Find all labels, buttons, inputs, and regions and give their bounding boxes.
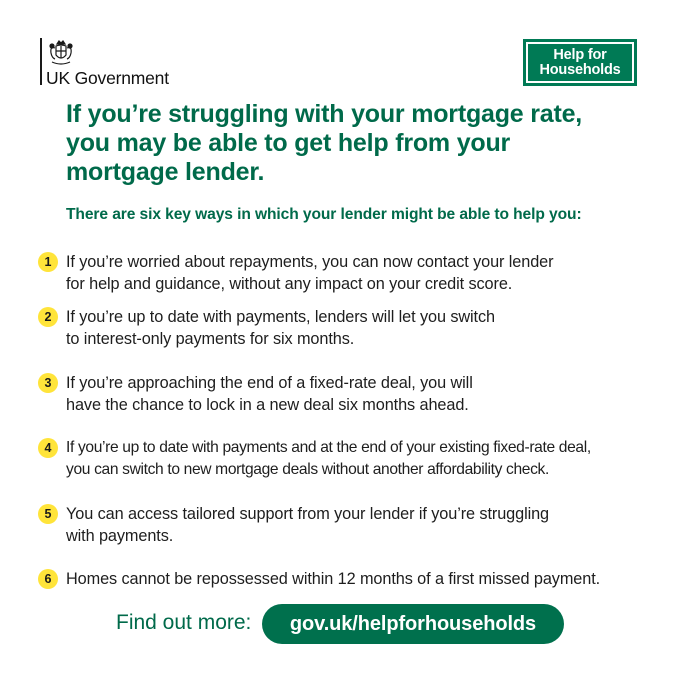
item-text	[66, 306, 495, 350]
item-text-line: If you’re approaching the end of a fixed-rate deal, you will	[66, 374, 473, 392]
item-text	[66, 372, 473, 416]
item-number-badge: 3	[38, 373, 58, 393]
item-text-line: If you’re worried about repayments, you can now contact your lender	[66, 253, 554, 271]
uk-government-logo	[40, 38, 169, 88]
item-text	[66, 251, 553, 295]
item-number-badge: 4	[38, 438, 58, 458]
item-text	[66, 568, 600, 590]
item-text	[66, 437, 591, 481]
item-text	[66, 503, 549, 547]
item-text-line: If you’re up to date with payments, lenders will let you switch	[66, 308, 495, 326]
item-text-line: to interest-only payments for six months.	[66, 330, 355, 348]
item-text-line: You can access tailored support from your lender if you’re struggling	[66, 505, 550, 523]
help-for-households-badge	[523, 39, 637, 86]
item-number-badge: 2	[38, 307, 58, 327]
item-number-badge: 6	[38, 569, 58, 589]
item-text-line: for help and guidance, without any impact on your credit score.	[66, 275, 513, 293]
item-text-line: you can switch to new mortgage deals without another affordability check.	[66, 461, 549, 478]
page-headline: If you’re struggling with your mortgage rate, you may be able to get help from your mortgage lender.	[66, 100, 583, 186]
item-number-badge: 1	[38, 252, 58, 272]
royal-crest-icon	[46, 38, 76, 68]
badge-line-2: Households	[539, 61, 621, 78]
find-out-more-label: Find out more:	[116, 611, 252, 634]
item-text-line: have the chance to lock in a new deal six months ahead.	[66, 396, 469, 414]
intro-text: There are six key ways in which your lender might be able to help you:	[66, 206, 582, 223]
item-number-badge: 5	[38, 504, 58, 524]
item-text-line: If you’re up to date with payments and at the end of your existing fixed-rate deal,	[66, 439, 591, 456]
brand-name: UK Government	[46, 68, 169, 88]
helpforhouseholds-link[interactable]: gov.uk/helpforhouseholds	[262, 604, 564, 644]
logo-divider	[40, 38, 42, 85]
badge-line-1: Help for	[553, 46, 607, 63]
item-text-line: Homes cannot be repossessed within 12 months of a first missed payment.	[66, 570, 601, 588]
item-text-line: with payments.	[66, 527, 174, 545]
